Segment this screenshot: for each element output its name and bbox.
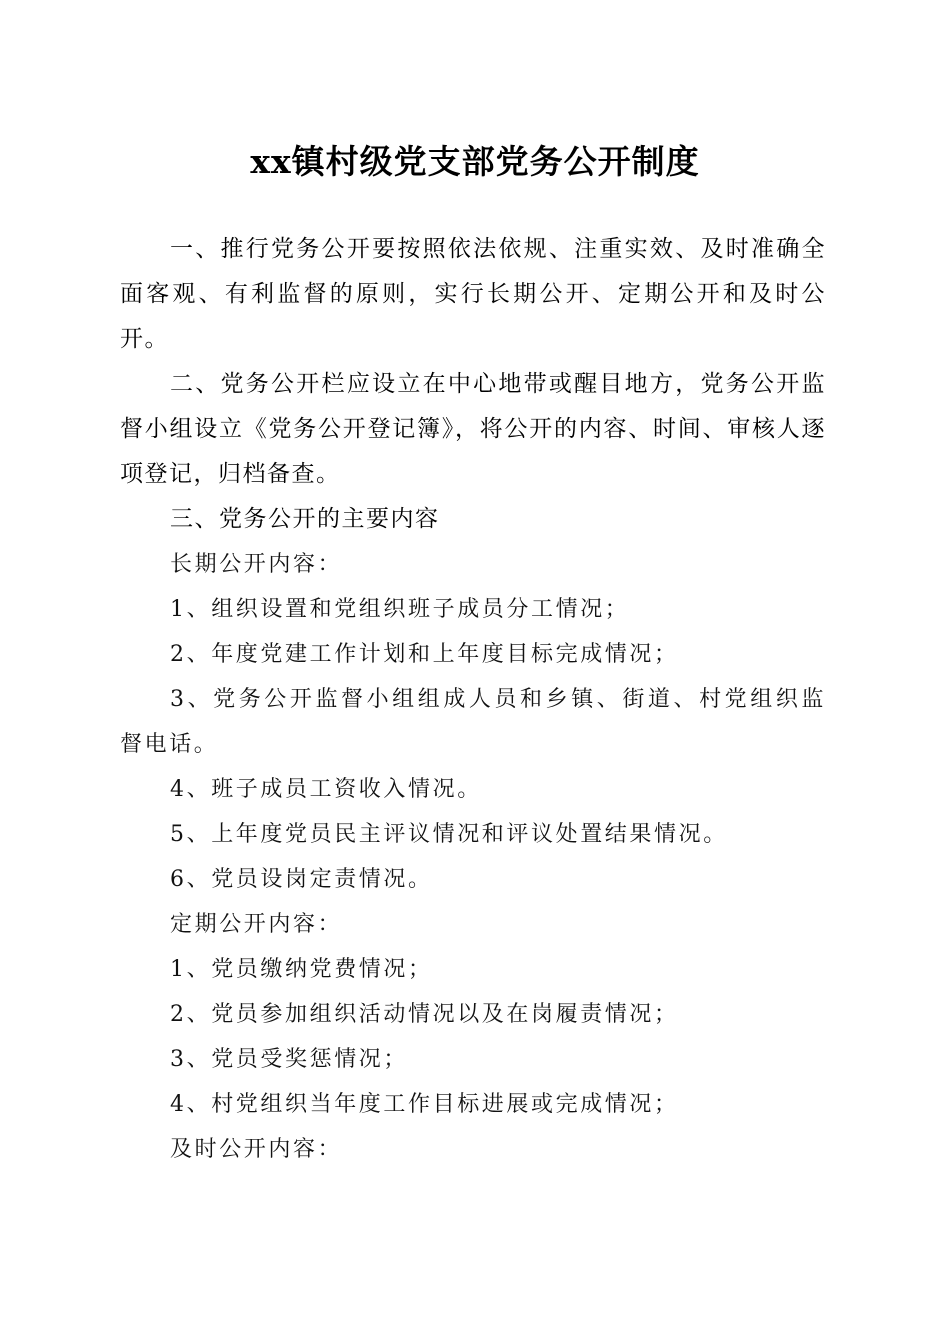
list-item: 4、村党组织当年度工作目标进展或完成情况； [170,1092,679,1117]
list-item: 1、党员缴纳党费情况； [170,957,433,982]
list-item: 1、组织设置和党组织班子成员分工情况； [170,597,630,622]
periodic-heading: 定期公开内容： [170,912,343,937]
timely-heading: 及时公开内容： [170,1137,343,1162]
paragraph-bulletin-board: 二、党务公开栏应设立在中心地带或醒目地方，党务公开监督小组设立《党务公开登记簿》，将公开的内容、时间、审核人逐项登记，归档备查。 [120,371,826,487]
list-item: 4、班子成员工资收入情况。 [170,777,482,802]
list-item: 5、上年度党员民主评议情况和评议处置结果情况。 [170,822,728,847]
paragraph-main-content-heading: 三、党务公开的主要内容 [170,506,440,532]
paragraph-principles: 一、推行党务公开要按照依法依规、注重实效、及时准确全面客观、有利监督的原则，实行长期公开、定期公开和及时公开。 [120,236,826,352]
long-term-heading: 长期公开内容： [170,552,343,577]
list-item: 2、党员参加组织活动情况以及在岗履责情况； [170,1002,679,1027]
list-item: 6、党员设岗定责情况。 [170,867,433,892]
list-item: 2、年度党建工作计划和上年度目标完成情况； [170,642,679,667]
list-item: 3、党员受奖惩情况； [170,1047,408,1072]
document-title: xx镇村级党支部党务公开制度 [250,142,700,181]
list-item: 3、党务公开监督小组组成人员和乡镇、街道、村党组织监督电话。 [120,687,826,757]
